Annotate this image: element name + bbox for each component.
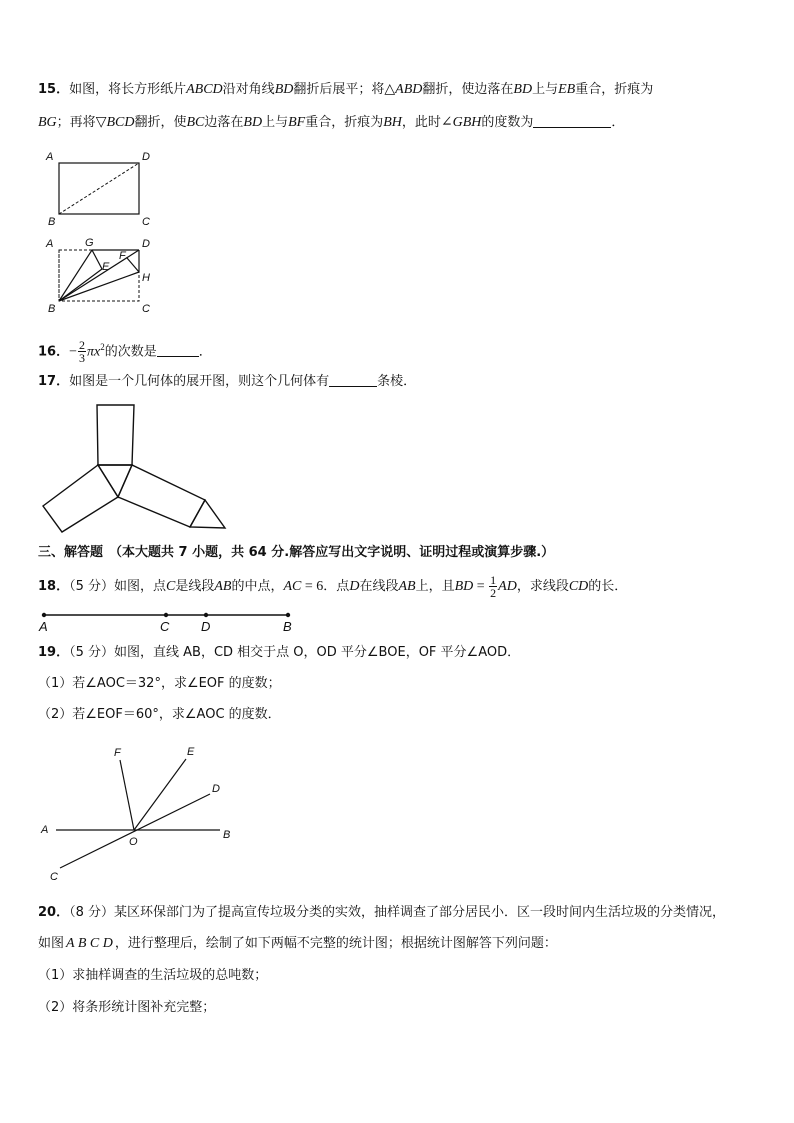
q18-ad: AD [498,579,517,594]
q17-answer-blank[interactable] [329,372,377,387]
diagonal-bd [59,250,139,301]
q15-text: 上与 [262,115,289,130]
segment-be [59,269,102,301]
q20-score: （8 分） [69,905,114,920]
point-a [42,613,46,617]
q15-bg: BG [38,115,57,130]
q20-part-1: （1）求抽样调查的生活垃圾的总吨数； [38,968,268,983]
q15-text: ． [611,115,625,130]
angle-symbol: ∠ [440,115,453,130]
q19-line-stem [38,643,764,663]
section-title: 三、解答题 [38,545,104,560]
q18-text: 如图，点 [114,579,167,594]
numerator: 1 [490,573,497,587]
q18-d: D [349,579,360,594]
label-f: F [114,747,121,759]
minus-sign: − [69,344,77,360]
q15-text: 翻折，使边落在 [422,82,514,97]
label-d: D [142,238,150,250]
q18-figure-segment [38,608,298,636]
q20-part-2: （2）将条形统计图补充完整； [38,1000,216,1015]
q18-text: 的中点， [231,579,284,594]
label-b: B [223,829,231,841]
label-a: A [46,151,54,163]
q18-line [38,572,764,602]
q15-answer-blank[interactable] [533,113,611,128]
pi-symbol: π [87,344,95,360]
q20-text: ，进行整理后，绘制了如下两幅不完整的统计图；根据统计图解答下列问题： [114,936,557,951]
segment-fh [127,258,139,272]
point-b [286,613,290,617]
q20-line-2 [38,934,764,954]
q18-number: 18． [38,579,70,594]
q18-ab: AB [398,579,416,594]
q15-text: 的度数为 [481,115,534,130]
q15-bd: BD [513,82,533,97]
q18-text: 是线段 [175,579,215,594]
q19-stem: 如图，直线 AB，CD 相交于点 O，OD 平分∠BOE，OF 平分∠AOD． [114,645,521,660]
label-d: D [212,783,220,795]
q16-answer-blank[interactable] [157,342,199,357]
q15-bc: BC [186,115,205,130]
q15-triangle-bcd: BCD [106,115,135,130]
q18-eq: = [473,579,489,594]
section-3-header [38,543,764,563]
triangle-symbol: ▽ [95,115,107,130]
q18-eq: = 6 [301,579,324,594]
q18-text: 上，且 [415,579,455,594]
q16-line [38,332,764,367]
q15-number: 15． [38,82,70,97]
q16-number: 16． [38,344,70,360]
q17-number: 17． [38,374,70,389]
q18-bd: BD [454,579,474,594]
q19-score: （5 分） [69,645,114,660]
q15-diagonal: BD [274,82,294,97]
label-b: B [48,216,56,228]
label-b: B [283,619,292,634]
q15-bd: BD [243,115,263,130]
q15-line-1 [38,80,764,100]
q18-text: ，求线段 [516,579,569,594]
q16-text: 的次数是 [104,344,157,360]
exponent: 2 [100,342,105,352]
q18-text: 在线段 [359,579,399,594]
point-d [204,613,208,617]
q15-text: 重合，折痕为 [305,115,384,130]
label-b: B [48,303,56,315]
q15-text: 翻折后展平；将 [293,82,385,97]
label-h: H [142,272,150,284]
q15-text: 上与 [532,82,559,97]
q20-text: 某区环保部门为了提高宣传垃圾分类的实效，抽样调查了部分居民小．区一段时间内生活垃圾的分类情况， [114,905,726,920]
q15-rect-name: ABCD [186,82,223,97]
fold-bh [59,272,139,301]
label-e: E [102,261,110,273]
q15-text: 边落在 [204,115,244,130]
fraction-two-thirds [78,339,86,364]
point-c [164,613,168,617]
q20-line-1 [38,903,764,923]
denominator: 2 [490,586,497,600]
fold-bg [59,250,92,301]
ray-of [120,760,134,830]
net-face-top [97,405,134,465]
q15-text: 如图，将长方形纸片 [69,82,187,97]
q15-bf: BF [288,115,306,130]
triangle-symbol: △ [384,82,396,97]
net-face-right [118,465,205,527]
label-c: C [50,871,58,883]
label-c: C [160,619,170,634]
section-note: （本大题共 7 小题，共 64 分.解答应写出文字说明、证明过程或演算步骤.） [109,545,555,560]
line-cd [60,794,210,868]
q15-bh: BH [383,115,402,130]
label-g: G [85,237,94,249]
denominator: 3 [79,351,85,366]
label-e: E [187,746,195,758]
label-o: O [129,836,138,848]
q18-ac: AC [283,579,302,594]
q15-text: ；再将 [56,115,96,130]
q15-figure-rectangle [40,146,160,228]
q18-text: 的长． [588,579,628,594]
label-d: D [201,619,211,634]
q20-categories: A B C D [66,936,113,951]
q19-number: 19． [38,645,70,660]
q15-figure-folded [40,236,160,318]
q17-text: 如图是一个几何体的展开图，则这个几何体有 [69,374,330,389]
net-triangle-end [190,500,225,528]
q18-cd: CD [568,579,589,594]
q16-text: ． [198,344,212,360]
q15-line-2 [38,113,764,133]
fraction-one-half [489,574,497,599]
label-a: A [41,824,49,836]
q20-text: 如图 [38,936,65,951]
q19-part-2: （2）若∠EOF＝60°，求∠AOC 的度数． [38,707,281,722]
q18-score: （5 分） [69,579,114,594]
q15-text: ，此时 [401,115,441,130]
q15-triangle-abd: ABD [395,82,423,97]
variable-x: x [94,344,101,360]
q18-c: C [166,579,176,594]
label-f: F [119,250,126,262]
q19-figure-angles [38,740,238,885]
q17-figure-net [40,400,230,540]
label-a: A [46,238,54,250]
q17-text: 条棱． [377,374,417,389]
q17-line [38,372,764,392]
q19-part-1: （1）若∠AOC＝32°，求∠EOF 的度数； [38,676,281,691]
diagonal-bd [59,163,139,214]
q15-gbh: GBH [452,115,482,130]
label-d: D [142,151,150,163]
numerator: 2 [79,338,85,353]
ray-oe [134,759,186,830]
segment-ge [92,250,102,269]
label-c: C [142,303,150,315]
q15-text: 沿对角线 [222,82,275,97]
net-face-left [43,465,118,532]
q18-text: ．点 [323,579,350,594]
q18-ab: AB [214,579,232,594]
q20-number: 20． [38,905,70,920]
q15-text: 翻折，使 [134,115,187,130]
label-a: A [39,619,48,634]
q15-eb: EB [558,82,576,97]
q15-text: 重合，折痕为 [575,82,654,97]
label-c: C [142,216,150,228]
